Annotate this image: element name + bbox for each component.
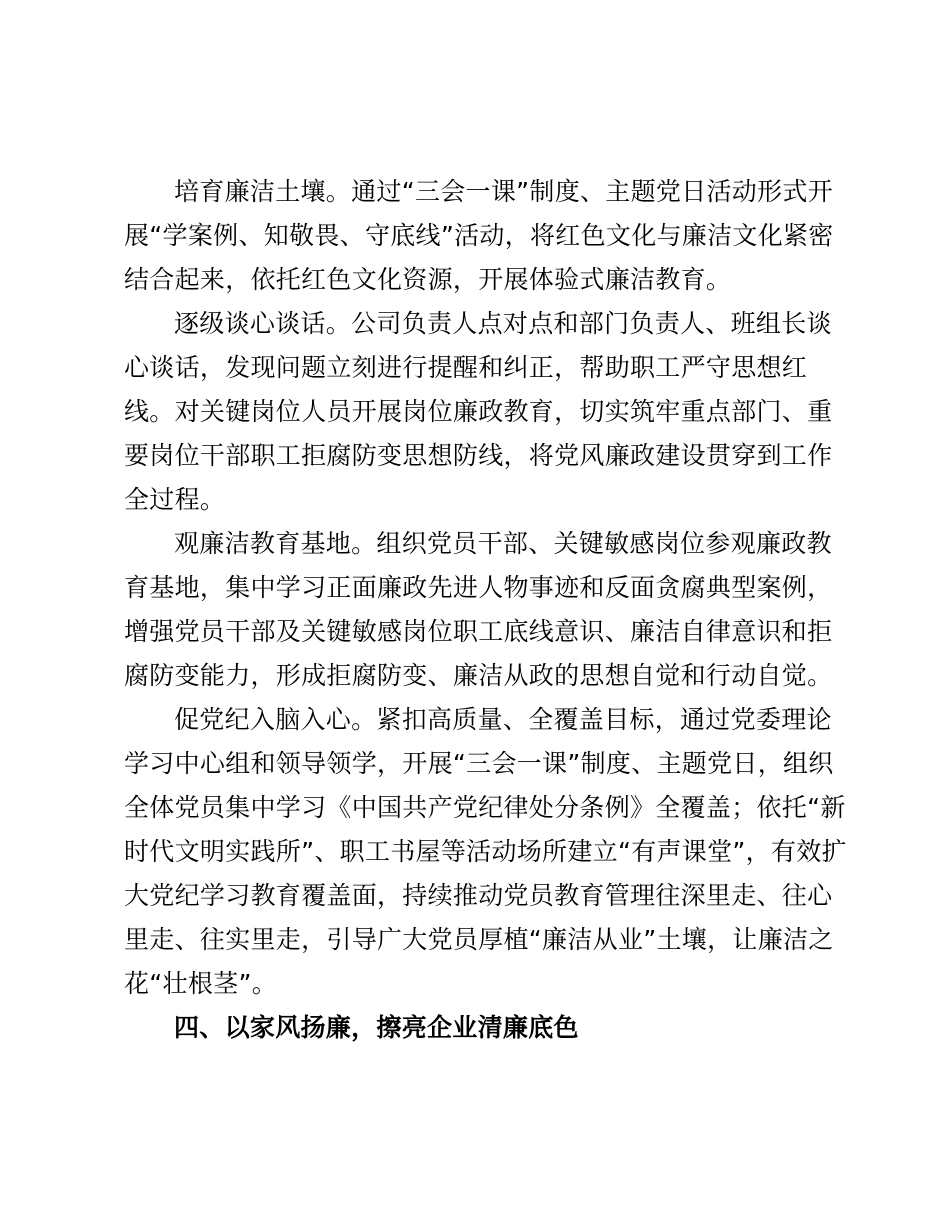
paragraph-line: 心谈话，发现问题立刻进行提醒和纠正，帮助职工严守思想红 xyxy=(124,353,808,382)
paragraph-line: 增强党员干部及关键敏感岗位职工底线意识、廉洁自律意识和拒 xyxy=(124,617,833,646)
paragraph-line: 里走、往实里走，引导广大党员厚植“廉洁从业”土壤，让廉洁之 xyxy=(124,925,834,954)
paragraph-line: 花“壮根茎”。 xyxy=(124,969,278,998)
paragraph-line: 全体党员集中学习《中国共产党纪律处分条例》全覆盖；依托“新 xyxy=(124,793,846,822)
paragraph-line: 培育廉洁土壤。通过“三会一课”制度、主题党日活动形式开 xyxy=(174,177,834,206)
document-body xyxy=(124,170,847,1050)
paragraph-line: 线。对关键岗位人员开展岗位廉政教育，切实筑牢重点部门、重 xyxy=(124,397,833,426)
paragraph-line: 要岗位干部职工拒腐防变思想防线，将党风廉政建设贯穿到工作 xyxy=(124,441,833,470)
section-heading: 四、以家风扬廉，擦亮企业清廉底色 xyxy=(174,1013,579,1042)
paragraph-line: 促党纪入脑入心。紧扣高质量、全覆盖目标，通过党委理论 xyxy=(174,705,832,734)
paragraph-line: 展“学案例、知敬畏、守底线”活动，将红色文化与廉洁文化紧密 xyxy=(124,221,834,250)
paragraph-line: 结合起来，依托红色文化资源，开展体验式廉洁教育。 xyxy=(124,265,732,294)
paragraph-line: 育基地，集中学习正面廉政先进人物事迹和反面贪腐典型案例， xyxy=(124,573,833,602)
paragraph-line: 观廉洁教育基地。组织党员干部、关键敏感岗位参观廉政教 xyxy=(174,529,832,558)
paragraph-line: 学习中心组和领导领学，开展“三会一课”制度、主题党日，组织 xyxy=(124,749,834,778)
paragraph-line: 逐级谈心谈话。公司负责人点对点和部门负责人、班组长谈 xyxy=(174,309,832,338)
paragraph-line: 时代文明实践所”、职工书屋等活动场所建立“有声课堂”，有效扩 xyxy=(124,837,847,866)
paragraph-line: 腐防变能力，形成拒腐防变、廉洁从政的思想自觉和行动自觉。 xyxy=(124,661,833,690)
paragraph-line: 全过程。 xyxy=(124,485,226,514)
paragraph-line: 大党纪学习教育覆盖面，持续推动党员教育管理往深里走、往心 xyxy=(124,881,833,910)
